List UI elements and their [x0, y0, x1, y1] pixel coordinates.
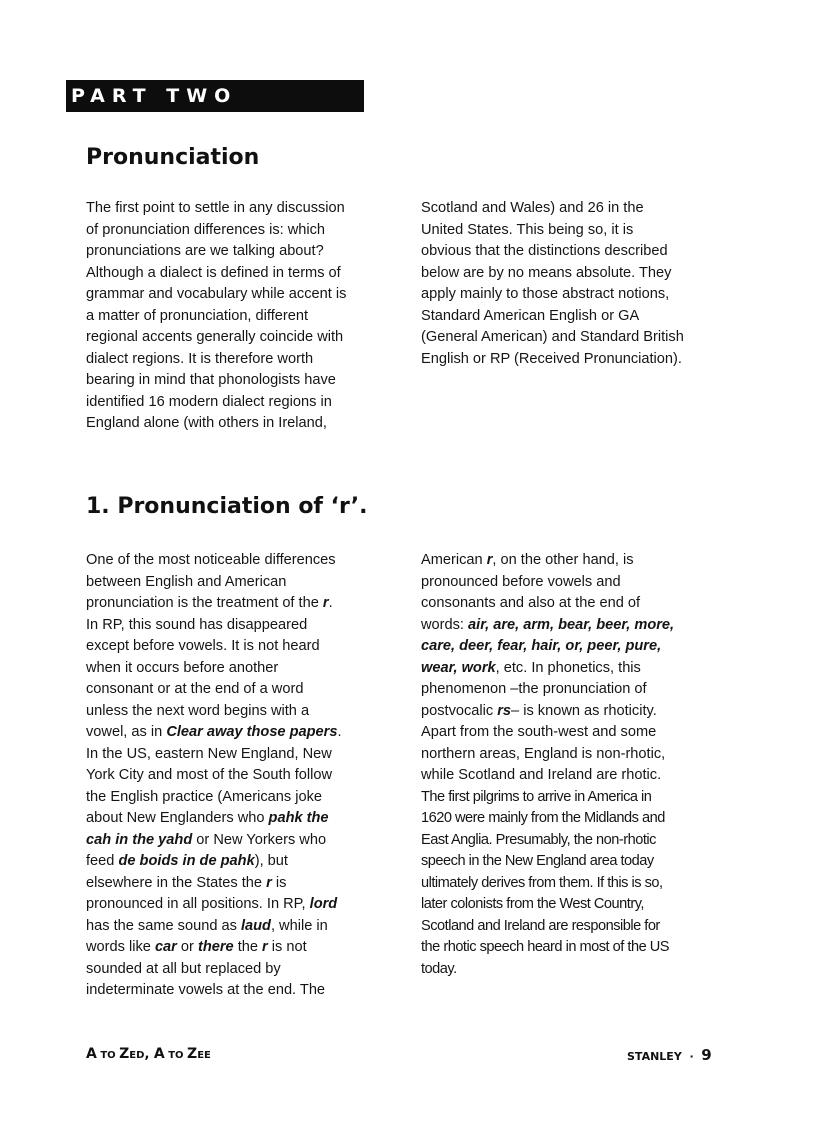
emphasis: care, deer, fear, hair, or, peer, pure, — [421, 638, 662, 654]
text-line: sounded at all but replaced by — [86, 960, 281, 977]
text-line: indeterminate vowels at the end. The — [86, 982, 326, 998]
text-run: the — [233, 939, 263, 955]
text-line: speech in the New England area today — [421, 853, 654, 869]
text-line: dialect regions. It is therefore worth — [86, 350, 314, 367]
emphasis: car — [154, 939, 177, 955]
text-run: – is known as rhoticity. — [511, 702, 657, 719]
text-line — [421, 550, 721, 572]
text-run: American — [421, 552, 487, 568]
text-run: pronunciation is the treatment of the — [86, 595, 323, 611]
text-line: apply mainly to those abstract notions, — [421, 286, 670, 302]
part-banner: PART TWO — [66, 80, 364, 112]
text-line: between English and American — [86, 573, 287, 590]
text-line: English or RP (Received Pronunciation). — [421, 350, 682, 367]
text-line: when it occurs before another — [86, 659, 279, 676]
text-line: Scotland and Ireland are responsible for — [421, 917, 660, 934]
intro-column-right — [421, 198, 721, 370]
footer-author: STANLEY — [627, 1050, 682, 1063]
text-run: postvocalic — [421, 702, 498, 719]
text-run: . — [328, 595, 333, 611]
text-line: United States. This being so, it is — [421, 221, 634, 238]
text-line: Standard American English or GA — [421, 307, 640, 324]
text-line: In the US, eastern New England, New — [86, 745, 332, 762]
text-line: the rhotic speech heard in most of the US — [421, 939, 670, 955]
text-line: East Anglia. Presumably, the non-rhotic — [421, 831, 656, 848]
text-run: elsewhere in the States the — [86, 874, 267, 891]
emphasis: Clear away those papers — [166, 724, 338, 740]
text-line: ultimately derives from them. If this is so, — [421, 874, 663, 891]
emphasis: r — [486, 552, 493, 568]
text-line — [86, 916, 386, 938]
text-line: pronounced before vowels and — [421, 573, 621, 590]
text-line — [421, 615, 721, 637]
intro-column-left — [86, 198, 386, 435]
footer-title-part: A — [153, 1046, 165, 1062]
text-line: England alone (with others in Ireland, — [86, 415, 327, 431]
text-line: pronunciations are we talking about? — [86, 243, 324, 259]
text-line: later colonists from the West Country, — [421, 896, 644, 912]
text-line: (General American) and Standard British — [421, 329, 684, 345]
footer-title-part: , — [144, 1047, 154, 1062]
text-line: below are by no means absolute. They — [421, 264, 672, 281]
footer-title-part: A — [86, 1046, 97, 1062]
text-run: is — [271, 874, 287, 891]
footer-title-part: ED — [129, 1050, 145, 1061]
text-line: obvious that the distinctions described — [421, 243, 668, 259]
emphasis: pahk the — [268, 810, 329, 826]
emphasis: lord — [309, 896, 338, 912]
text-line: northern areas, England is non-rhotic, — [421, 745, 666, 762]
text-line — [86, 873, 386, 895]
text-line — [86, 593, 386, 615]
text-run: , while in — [270, 917, 328, 934]
text-line: The first pilgrims to arrive in America in — [421, 788, 652, 805]
text-line — [421, 658, 721, 680]
emphasis: rs — [497, 702, 512, 719]
footer-title-part: TO — [96, 1050, 120, 1061]
emphasis: r — [322, 595, 329, 611]
text-run: , etc. In phonetics, this — [495, 659, 641, 676]
text-run: , on the other hand, is — [492, 552, 634, 568]
text-line: 1620 were mainly from the Midlands and — [421, 810, 665, 826]
text-line: phenomenon –the pronunciation of — [421, 681, 647, 697]
text-line: York City and most of the South follow — [86, 767, 333, 783]
text-line — [421, 636, 721, 658]
text-run: feed — [86, 853, 119, 869]
text-run: pronounced in all positions. In RP, — [86, 896, 310, 912]
emphasis: r — [266, 874, 272, 891]
emphasis: cah in the yahd — [86, 831, 193, 848]
condensed-block — [421, 787, 721, 981]
text-line — [86, 722, 386, 744]
section-r-column-right — [421, 550, 721, 980]
text-line: One of the most noticeable differences — [86, 552, 336, 568]
text-run: is not — [267, 939, 307, 955]
text-line: of pronunciation differences is: which — [86, 221, 326, 238]
footer-title-part: Z — [119, 1046, 130, 1062]
page-number: 9 — [701, 1046, 712, 1064]
text-line: In RP, this sound has disappeared — [86, 616, 308, 633]
text-line — [86, 808, 386, 830]
text-line — [86, 937, 386, 959]
text-run: or — [176, 939, 198, 955]
emphasis: there — [197, 939, 234, 955]
text-run: words: — [421, 616, 469, 633]
text-line: Although a dialect is defined in terms of — [86, 264, 341, 281]
text-line — [86, 830, 386, 852]
text-line: while Scotland and Ireland are rhotic. — [421, 767, 662, 783]
text-line: a matter of pronunciation, different — [86, 307, 309, 324]
section-heading-pronunciation: Pronunciation — [86, 145, 260, 170]
footer-book-title — [86, 1046, 211, 1062]
footer-author-page — [627, 1046, 712, 1064]
text-run: has the same sound as — [86, 917, 241, 934]
text-line: grammar and vocabulary while accent is — [86, 286, 347, 302]
emphasis: r — [262, 939, 268, 955]
text-line: unless the next word begins with a — [86, 702, 310, 719]
section-heading-pronunciation-of-r: 1. Pronunciation of ‘r’. — [86, 494, 368, 519]
text-line: consonant or at the end of a word — [86, 681, 304, 697]
emphasis: laud — [240, 917, 271, 934]
text-line: the English practice (Americans joke — [86, 788, 323, 805]
text-line: except before vowels. It is not heard — [86, 638, 320, 654]
text-line — [421, 701, 721, 723]
text-run: . — [337, 724, 342, 740]
emphasis: air, are, arm, bear, beer, more, — [468, 616, 675, 633]
text-line: today. — [421, 960, 457, 977]
text-run: words like — [86, 939, 155, 955]
text-line: regional accents generally coincide with — [86, 329, 344, 345]
footer-separator: · — [681, 1050, 702, 1063]
text-line: The first point to settle in any discussion — [86, 200, 345, 216]
text-line: bearing in mind that phonologists have — [86, 372, 336, 388]
text-line: Scotland and Wales) and 26 in the — [421, 200, 644, 216]
text-run: ), but — [254, 853, 288, 869]
text-line: consonants and also at the end of — [421, 595, 641, 611]
text-line — [86, 894, 386, 916]
text-run: about New Englanders who — [86, 810, 269, 826]
footer-title-part: EE — [197, 1050, 211, 1061]
emphasis: wear, work — [421, 659, 496, 676]
section-r-column-left — [86, 550, 386, 1002]
text-line: Apart from the south-west and some — [421, 724, 657, 740]
footer-title-part: Z — [187, 1046, 198, 1062]
footer-title-part: TO — [164, 1050, 188, 1061]
text-run: or New Yorkers who — [192, 831, 327, 848]
text-line: identified 16 modern dialect regions in — [86, 393, 332, 410]
text-run: vowel, as in — [86, 724, 167, 740]
emphasis: de boids in de pahk — [118, 853, 255, 869]
text-line — [86, 851, 386, 873]
